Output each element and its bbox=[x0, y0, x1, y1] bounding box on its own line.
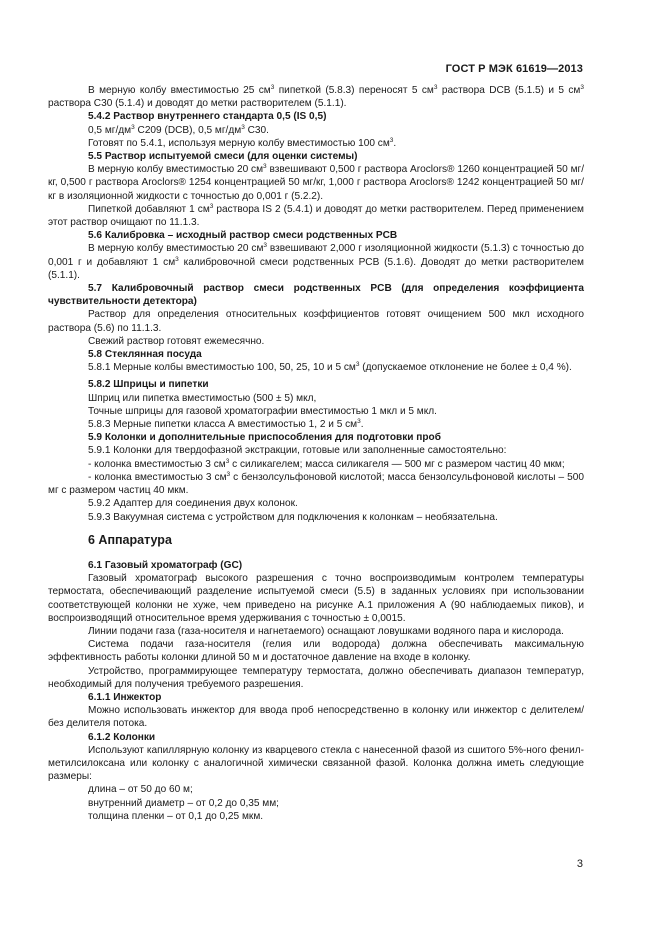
section-heading: 5.4.2 Раствор внутреннего стандарта 0,5 (IS 0,5) bbox=[88, 111, 327, 123]
section-heading: 6.1.1 Инжектор bbox=[88, 691, 162, 703]
section-heading: 6.1.2 Колонки bbox=[88, 731, 156, 743]
list-item: внутренний диаметр – от 0,2 до 0,35 мм; bbox=[88, 797, 279, 809]
section-heading: 5.6 Калибровка – исходный раствор смеси родственных PCB bbox=[88, 230, 398, 242]
section-heading: 6.1 Газовый хроматограф (GC) bbox=[88, 559, 243, 571]
paragraph: Раствор для определения относительных коэффициентов готовят очищением 500 мкл исходного раствора (5.6) по 11.1.3. bbox=[48, 309, 584, 334]
paragraph: 5.8.1 Мерные колбы вместимостью 100, 50, 25, 10 и 5 $см^3$ (допускаемое отклонение не более ± 0,4 %). bbox=[88, 361, 572, 374]
paragraph: 5.8.3 Мерные пипетки класса А вместимостью 1, 2 и 5 $см^3$. bbox=[88, 418, 364, 431]
paragraph: 5.9.3 Вакуумная система с устройством для подключения к колонкам – необязательна. bbox=[88, 511, 498, 523]
paragraph: Свежий раствор готовят ежемесячно. bbox=[88, 335, 265, 347]
paragraph: - колонка вместимостью 3 $см^3$ с бензолсульфоновой кислотой; масса бензолсульфоновой кислоты – 500 мг с размером частиц 40 мкм. bbox=[48, 470, 584, 497]
list-item: длина – от 50 до 60 м; bbox=[88, 784, 193, 796]
section-heading: 5.8.2 Шприцы и пипетки bbox=[88, 379, 209, 391]
document-body bbox=[48, 84, 584, 823]
paragraph: Система подачи газа-носителя (гелия или водорода) должна обеспечивать максимальную эффективность работы колонки длиной 50 м и достаточное давление на входе в колонку. bbox=[48, 639, 584, 664]
paragraph: 0,5 $мг/дм^3$ С209 (DCB), 0,5 $мг/дм^3$ С30. bbox=[88, 123, 269, 136]
paragraph: 5.9.1 Колонки для твердофазной экстракции, готовые или заполненные самостоятельно: bbox=[88, 445, 507, 457]
paragraph: - колонка вместимостью 3 $см^3$ с силикагелем; масса силикагеля — 500 мг с размером частиц 40 мкм; bbox=[88, 457, 565, 470]
paragraph: 5.9.2 Адаптер для соединения двух колонок. bbox=[88, 498, 298, 510]
section-heading: 5.8 Стеклянная посуда bbox=[88, 349, 202, 361]
paragraph: В мерную колбу вместимостью 20 $см^3$ взвешивают 2,000 г изоляционной жидкости (5.1.3) с точностью до 0,001 г и добавляют 1 $см^3$ калибровочной смеси родственных PCB (5.1.6). Доводят до метки растворителем (5.1.1). bbox=[48, 242, 585, 281]
standard-header: ГОСТ Р МЭК 61619—2013 bbox=[445, 63, 583, 75]
section-heading: 5.9 Колонки и дополнительные приспособления для подготовки проб bbox=[88, 432, 441, 444]
paragraph: Можно использовать инжектор для ввода проб непосредственно в колонку или инжектор с делителем/без делителя потока. bbox=[48, 705, 584, 730]
paragraph: Газовый хроматограф высокого разрешения с точно воспроизводимым контролем температуры термостата, обеспечивающий разделение испытуемой смеси (5.5) в заданных условиях при использовании соответствующей колонки не хуже, чем приведено на рисунке А.1 приложения А (90 наблюдаемых пиков), и воспроизводящий относительное время удерживания с точностью ± 0,0015. bbox=[48, 573, 584, 624]
chapter-heading: 6 Аппаратура bbox=[88, 532, 172, 547]
page-number: 3 bbox=[576, 858, 583, 870]
paragraph: Пипеткой добавляют 1 $см^3$ раствора IS 2 (5.4.1) и доводят до метки растворителем. Перед применением этот раствор очищают по 11.1.3. bbox=[48, 202, 584, 229]
paragraph: В мерную колбу вместимостью 25 $см^3$ пипеткой (5.8.3) переносят 5 $см^3$ раствора DCB (5.1.5) и 5 $см^3$ раствора С30 (5.1.4) и доводят до метки растворителем (5.1.1). bbox=[48, 84, 584, 110]
paragraph: Готовят по 5.4.1, используя мерную колбу вместимостью 100 $см^3$. bbox=[88, 136, 397, 149]
paragraph: Точные шприцы для газовой хроматографии вместимостью 1 мкл и 5 мкл. bbox=[88, 405, 437, 417]
section-heading: 5.7 Калибровочный раствор смеси родственных PCB (для определения коэффициента чувствительности детектора) bbox=[48, 283, 584, 308]
section-heading: 5.5 Раствор испытуемой смеси (для оценки системы) bbox=[88, 151, 358, 163]
paragraph: Линии подачи газа (газа-носителя и нагнетаемого) оснащают ловушками водяного пара и кислорода. bbox=[88, 625, 564, 637]
paragraph: Устройство, программирующее температуру термостата, должно обеспечивать диапазон температур, необходимый для получения требуемого разрешения. bbox=[48, 665, 584, 690]
paragraph: В мерную колбу вместимостью 20 $см^3$ взвешивают 0,500 г раствора Aroclors® 1260 концентрацией 50 мг/кг, 0,500 г раствора Aroclors® 1254 концентрацией 50 мг/кг, 1,000 г раствора Aroclors® 1242 концентрацией 50 мг/кг в изоляционной жидкости с точностью до 0,001 г (5.2.2). bbox=[48, 163, 585, 202]
list-item: толщина пленки – от 0,1 до 0,25 мкм. bbox=[88, 810, 264, 822]
paragraph: Используют капиллярную колонку из кварцевого стекла с нанесенной фазой из сшитого 5%-ного фенил-метилсилоксана или колонку с аналогичной химически связанной фазой. Колонка должна иметь следующие размеры: bbox=[48, 744, 584, 783]
paragraph: Шприц или пипетка вместимостью (500 ± 5) мкл, bbox=[88, 392, 317, 404]
